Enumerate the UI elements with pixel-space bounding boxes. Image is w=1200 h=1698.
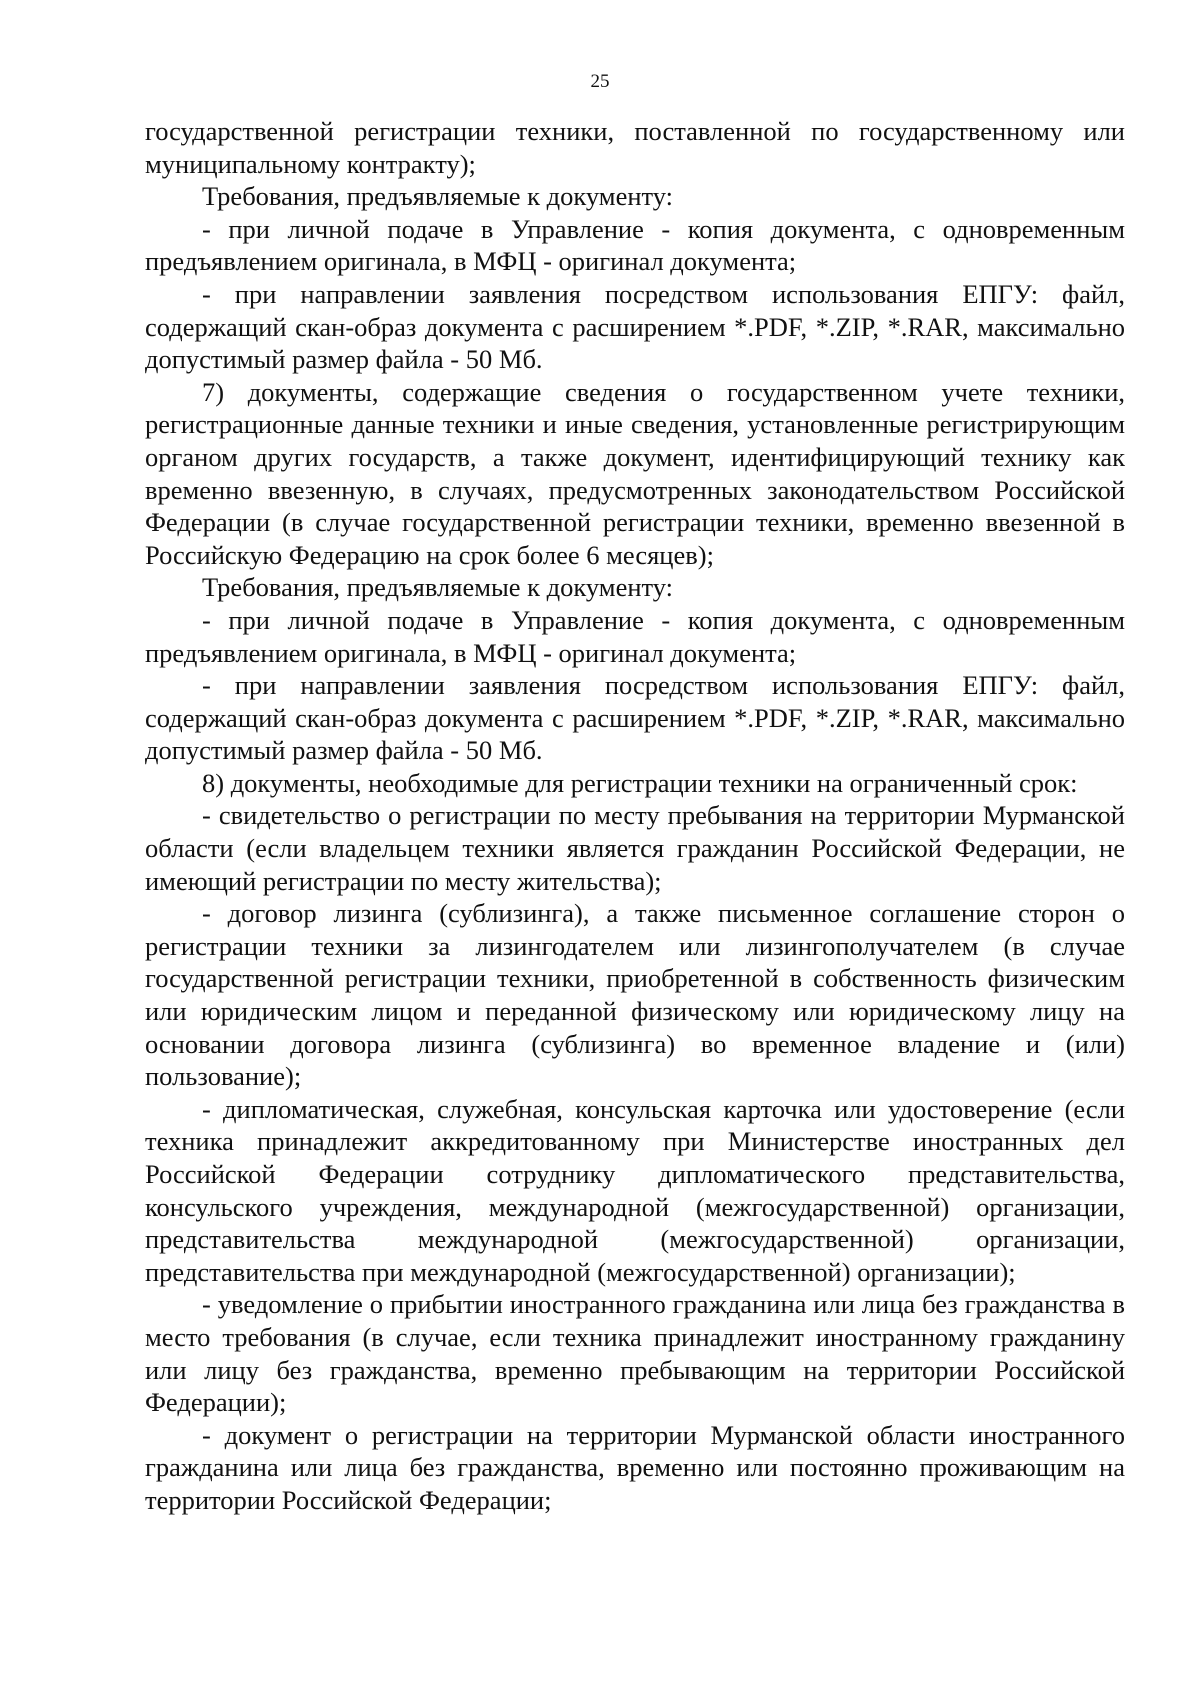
page-number: 25 xyxy=(590,71,610,92)
paragraph-item-7: 7) документы, содержащие сведения о государственном учете техники, регистрационные данные техники и иные сведения, установленные регистрирующим органом других государств, а также документ, идентифицирующий технику как временно ввезенную, в случаях, предусмотренных законодательством Российской Федерации (в случае государственной регистрации техники, временно ввезенной в Российскую Федерацию на срок более 6 месяцев); xyxy=(145,376,1125,570)
document-body xyxy=(145,115,1125,1517)
paragraph-personal-submission: - при личной подаче в Управление - копия документа, с одновременным предъявлением оригинала, в МФЦ - оригинал документа; xyxy=(145,213,1125,277)
paragraph-epgu-submission: - при направлении заявления посредством использования ЕПГУ: файл, содержащий скан-образ документа с расширением *.PDF, *.ZIP, *.RAR, максимально допустимый размер файла - 50 Мб. xyxy=(145,670,1125,766)
paragraph-diplomatic-card: - дипломатическая, служебная, консульская карточка или удостоверение (если техника принадлежит аккредитованному при Министерстве иностранных дел Российской Федерации сотруднику дипломатического представительства, консульского учреждения, международной (межгосударственной) организации, представительства международной (межгосударственной) организации, представительства при международной (межгосударственной) организации); xyxy=(145,1093,1125,1287)
paragraph-registration-certificate: - свидетельство о регистрации по месту пребывания на территории Мурманской области (если владельцем техники является гражданин Российской Федерации, не имеющий регистрации по месту жительства); xyxy=(145,800,1125,896)
paragraph-epgu-submission: - при направлении заявления посредством использования ЕПГУ: файл, содержащий скан-образ документа с расширением *.PDF, *.ZIP, *.RAR, максимально допустимый размер файла - 50 Мб. xyxy=(145,278,1125,375)
paragraph-item-8: 8) документы, необходимые для регистрации техники на ограниченный срок: xyxy=(202,767,1078,798)
paragraph-leasing-agreement: - договор лизинга (сублизинга), а также письменное соглашение сторон о регистрации техники за лизингодателем или лизингополучателем (в случае государственной регистрации техники, приобретенной в собственность физическим или юридическим лицом и переданной физическому или юридическому лицу на основании договора лизинга (сублизинга) во временное владение и (или) пользование); xyxy=(145,898,1125,1092)
paragraph-arrival-notification: - уведомление о прибытии иностранного гражданина или лица без гражданства в место требования (в случае, если техника принадлежит иностранному гражданину или лицу без гражданства, временно пребывающим на территории Российской Федерации); xyxy=(145,1289,1125,1418)
paragraph-continuation: государственной регистрации техники, поставленной по государственному или муниципальному контракту); xyxy=(145,116,1125,179)
paragraph-requirements-heading: Требования, предъявляемые к документу: xyxy=(202,181,674,212)
paragraph-foreign-registration: - документ о регистрации на территории Мурманской области иностранного гражданина или лица без гражданства, временно или постоянно проживающим на территории Российской Федерации; xyxy=(145,1419,1125,1515)
paragraph-personal-submission: - при личной подаче в Управление - копия документа, с одновременным предъявлением оригинала, в МФЦ - оригинал документа; xyxy=(145,604,1125,668)
paragraph-requirements-heading: Требования, предъявляемые к документу: xyxy=(202,572,674,603)
